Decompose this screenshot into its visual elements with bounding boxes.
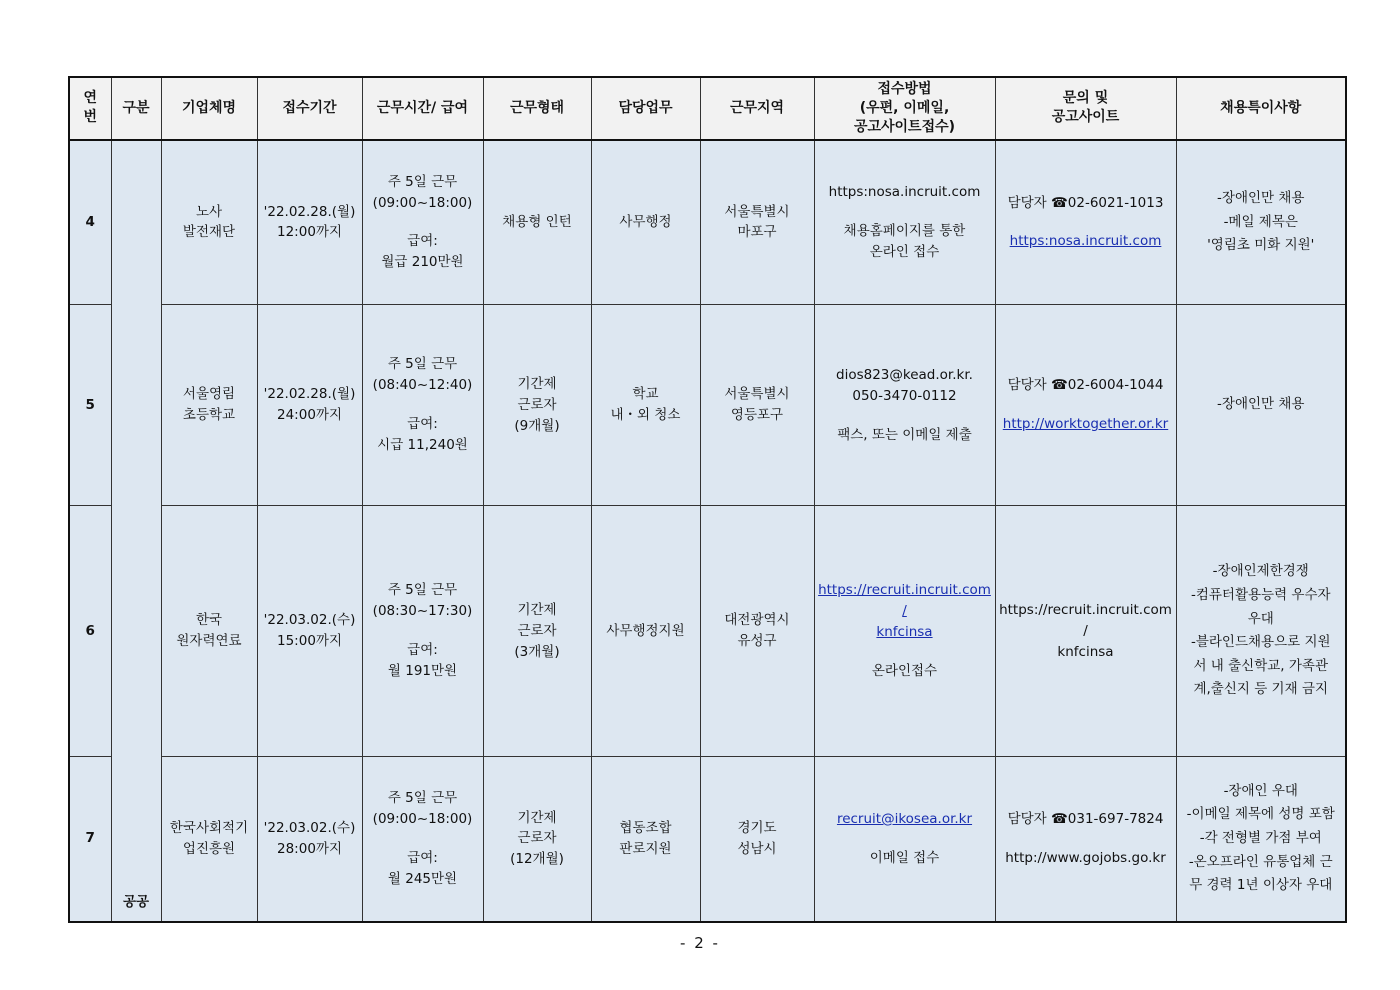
pay-text: 급여: xyxy=(407,233,438,250)
company-name: 초등학교 xyxy=(182,407,236,424)
header-region: 근무지역 xyxy=(700,77,814,140)
row-number: 4 xyxy=(69,140,111,305)
employment-type: (9개월) xyxy=(514,417,560,434)
region-text: 성남시 xyxy=(737,840,777,857)
period-text: '22.03.02.(수) xyxy=(263,820,356,836)
company-name: 한국 xyxy=(195,612,223,629)
region-text: 마포구 xyxy=(737,224,777,241)
contact-phone: 담당자 ☎02-6004-1044 xyxy=(1007,377,1164,394)
table-row xyxy=(69,757,1346,922)
note-item: -장애인제한경쟁 xyxy=(1212,563,1309,580)
type-cell xyxy=(483,140,591,305)
notes-cell xyxy=(1176,140,1346,305)
company-name: 원자력연료 xyxy=(176,633,242,650)
hours-text: (09:00~18:00) xyxy=(372,811,473,827)
note-item: 서 내 출신학교, 가족관 xyxy=(1193,657,1329,674)
company-name: 한국사회적기 xyxy=(169,820,249,836)
company-cell xyxy=(161,305,257,506)
note-item: 무 경력 1년 이상자 우대 xyxy=(1189,877,1333,894)
company-name: 발전재단 xyxy=(182,224,236,241)
hours-pay-cell xyxy=(362,506,483,757)
method-note: 팩스, 또는 이메일 제출 xyxy=(837,426,972,443)
duty-cell xyxy=(591,140,700,305)
duty-text: 판로지원 xyxy=(619,840,672,857)
method-text: dios823@kead.or.kr. xyxy=(836,366,973,383)
header-row xyxy=(69,77,1346,140)
period-text: '22.03.02.(수) xyxy=(263,612,356,629)
method-note: 온라인접수 xyxy=(871,663,938,680)
table-body xyxy=(69,140,1346,922)
spacer xyxy=(999,830,1173,848)
header-company: 기업체명 xyxy=(161,77,257,140)
employment-type: 근로자 xyxy=(517,622,557,639)
spacer xyxy=(818,407,992,425)
spacer xyxy=(366,622,480,640)
region-text: 영등포구 xyxy=(730,407,784,424)
contact-phone: 담당자 ☎02-6021-1013 xyxy=(1007,194,1164,211)
table-row xyxy=(69,140,1346,305)
pay-text: 월 245만원 xyxy=(387,870,458,887)
pay-text: 급여: xyxy=(407,849,438,866)
hours-text: (09:00~18:00) xyxy=(372,194,473,211)
spacer xyxy=(818,830,992,848)
note-item: -각 전형별 가점 부여 xyxy=(1199,830,1322,847)
hours-text: (08:30~17:30) xyxy=(372,603,473,620)
employment-type: 기간제 xyxy=(517,601,557,618)
region-cell xyxy=(700,305,814,506)
method-note: 채용홈페이지를 통한 xyxy=(843,222,966,239)
period-cell xyxy=(257,305,362,506)
type-cell xyxy=(483,305,591,506)
method-cell xyxy=(814,305,995,506)
note-item: -장애인 우대 xyxy=(1223,782,1298,799)
method-link[interactable]: https://recruit.incruit.com/ xyxy=(818,582,991,620)
company-name: 업진흥원 xyxy=(182,840,236,857)
region-cell xyxy=(700,506,814,757)
employment-type: 근로자 xyxy=(517,396,557,413)
period-cell xyxy=(257,757,362,922)
job-listings-table xyxy=(68,76,1347,923)
header-no: 연 번 xyxy=(69,77,111,140)
method-note: 온라인 접수 xyxy=(869,243,940,260)
spacer xyxy=(999,396,1173,414)
spacer xyxy=(999,213,1173,231)
duty-text: 사무행정 xyxy=(619,213,672,230)
region-text: 서울특별시 xyxy=(724,203,790,220)
type-cell xyxy=(483,506,591,757)
page-number: - 2 - xyxy=(680,934,720,952)
pay-text: 급여: xyxy=(407,416,438,433)
contact-site: knfcinsa xyxy=(1057,643,1114,660)
duty-text: 협동조합 xyxy=(619,820,672,836)
period-text: 12:00까지 xyxy=(277,224,342,241)
category-cell: 공공 xyxy=(111,140,161,922)
duty-text: 사무행정지원 xyxy=(606,622,685,639)
note-item: -컴퓨터활용능력 우수자 xyxy=(1190,586,1331,603)
contact-cell xyxy=(995,506,1176,757)
header-notes: 채용특이사항 xyxy=(1176,77,1346,140)
region-text: 유성구 xyxy=(737,633,777,650)
row-number: 5 xyxy=(69,305,111,506)
note-item: '영림초 미화 지원' xyxy=(1207,237,1315,254)
pay-text: 급여: xyxy=(407,642,438,659)
method-cell xyxy=(814,506,995,757)
note-item: -장애인만 채용 xyxy=(1217,189,1305,206)
employment-type: (12개월) xyxy=(510,851,564,868)
row-number: 6 xyxy=(69,506,111,757)
contact-link[interactable]: https:nosa.incruit.com xyxy=(1009,233,1162,250)
hours-text: 주 5일 근무 xyxy=(387,173,458,190)
spacer xyxy=(366,396,480,414)
contact-site: https://recruit.incruit.com/ xyxy=(999,601,1172,639)
header-type: 근무형태 xyxy=(483,77,591,140)
duty-cell xyxy=(591,506,700,757)
contact-cell xyxy=(995,140,1176,305)
employment-type: 기간제 xyxy=(517,375,557,392)
method-text: https:nosa.incruit.com xyxy=(828,184,981,201)
note-item: 우대 xyxy=(1247,610,1274,627)
method-cell xyxy=(814,757,995,922)
region-text: 서울특별시 xyxy=(724,386,790,403)
notes-cell xyxy=(1176,757,1346,922)
period-text: 15:00까지 xyxy=(277,633,342,650)
hours-text: (08:40~12:40) xyxy=(372,377,473,394)
header-contact: 문의 및 공고사이트 xyxy=(995,77,1176,140)
row-number: 7 xyxy=(69,757,111,922)
spacer xyxy=(366,213,480,231)
period-cell xyxy=(257,140,362,305)
company-name: 서울영림 xyxy=(182,386,236,403)
employment-type: 채용형 인턴 xyxy=(502,213,572,230)
notes-cell xyxy=(1176,305,1346,506)
header-method: 접수방법 (우편, 이메일, 공고사이트접수) xyxy=(814,77,995,140)
hours-pay-cell xyxy=(362,757,483,922)
pay-text: 월급 210만원 xyxy=(381,254,464,271)
duty-text: 학교 xyxy=(632,386,659,403)
pay-text: 시급 11,240원 xyxy=(377,437,468,454)
company-name: 노사 xyxy=(195,203,223,220)
company-cell xyxy=(161,506,257,757)
employment-type: (3개월) xyxy=(514,643,560,660)
employment-type: 기간제 xyxy=(517,809,557,826)
note-item: -장애인만 채용 xyxy=(1217,396,1305,413)
duty-cell xyxy=(591,757,700,922)
method-note: 이메일 접수 xyxy=(869,849,940,866)
duty-cell xyxy=(591,305,700,506)
note-item: -온오프라인 유통업체 근 xyxy=(1188,853,1333,870)
contact-link[interactable]: http://worktogether.or.kr xyxy=(1002,416,1169,433)
header-hours: 근무시간/ 급여 xyxy=(362,77,483,140)
note-item: -이메일 제목에 성명 포함 xyxy=(1186,806,1335,823)
method-text: 050-3470-0112 xyxy=(852,387,957,404)
region-text: 대전광역시 xyxy=(724,612,790,629)
region-text: 경기도 xyxy=(737,820,777,836)
period-text: '22.02.28.(월) xyxy=(263,386,356,403)
employment-type: 근로자 xyxy=(517,830,557,847)
duty-text: 내・외 청소 xyxy=(610,407,681,424)
spacer xyxy=(818,643,992,661)
contact-cell xyxy=(995,757,1176,922)
note-item: -메일 제목은 xyxy=(1223,213,1298,230)
table-row xyxy=(69,506,1346,757)
hours-text: 주 5일 근무 xyxy=(387,582,458,599)
period-text: '22.02.28.(월) xyxy=(263,203,356,220)
type-cell xyxy=(483,757,591,922)
notes-cell xyxy=(1176,506,1346,757)
method-cell xyxy=(814,140,995,305)
header-period: 접수기간 xyxy=(257,77,362,140)
note-item: -블라인드채용으로 지원 xyxy=(1190,634,1331,651)
method-link[interactable]: recruit@ikosea.or.kr xyxy=(836,811,973,827)
pay-text: 월 191만원 xyxy=(387,663,458,680)
header-category: 구분 xyxy=(111,77,161,140)
period-text: 24:00까지 xyxy=(277,407,342,424)
hours-pay-cell xyxy=(362,140,483,305)
period-cell xyxy=(257,506,362,757)
hours-text: 주 5일 근무 xyxy=(387,356,458,373)
method-link[interactable]: knfcinsa xyxy=(876,624,933,641)
period-text: 28:00까지 xyxy=(277,840,342,857)
hours-pay-cell xyxy=(362,305,483,506)
spacer xyxy=(366,830,480,848)
table-row xyxy=(69,305,1346,506)
contact-phone: 담당자 ☎031-697-7824 xyxy=(1007,811,1164,827)
region-cell xyxy=(700,757,814,922)
hours-text: 주 5일 근무 xyxy=(387,790,458,807)
header-duty: 담당업무 xyxy=(591,77,700,140)
contact-site: http://www.gojobs.go.kr xyxy=(1005,849,1166,866)
company-cell xyxy=(161,140,257,305)
spacer xyxy=(818,203,992,221)
note-item: 계,출신지 등 기재 금지 xyxy=(1193,681,1329,698)
region-cell xyxy=(700,140,814,305)
company-cell xyxy=(161,757,257,922)
contact-cell xyxy=(995,305,1176,506)
